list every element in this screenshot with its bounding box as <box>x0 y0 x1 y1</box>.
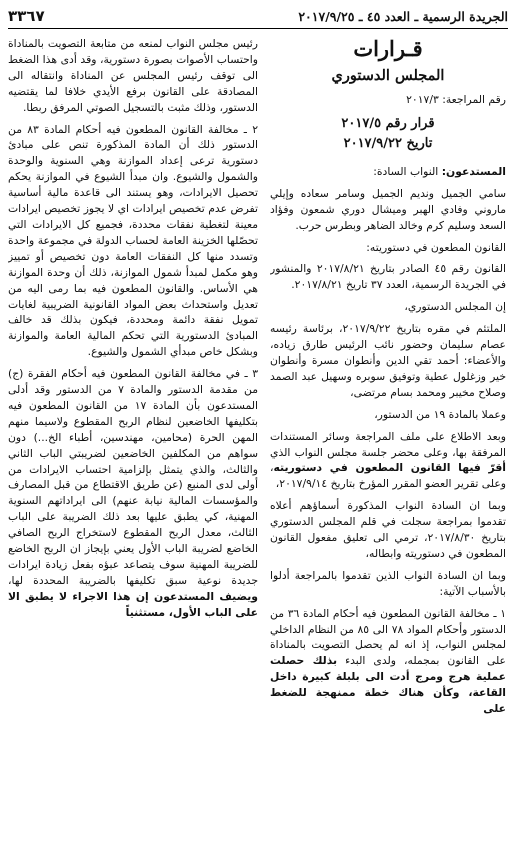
page-number: ٣٣٦٧ <box>8 7 45 25</box>
article-19-paragraph: وعملا بالمادة ١٩ من الدستور، <box>374 407 506 421</box>
gazette-issue-title: الجريدة الرسمية ـ العدد ٤٥ ـ ٢٠١٧/٩/٢٥ <box>298 8 508 24</box>
challenged-law-label: القانون المطعون في دستوريته: <box>366 240 506 254</box>
review-text-1: وبعد الاطلاع على ملف المراجعة وسائر المستندات المرفقة بها، وعلى محضر جلسة مجلس النواب الذي <box>270 429 506 459</box>
ground-1-paragraph <box>270 606 506 717</box>
decision-date: تاريخ ٢٠١٧/٩/٢٢ <box>343 135 433 151</box>
applicants-intro: النواب السادة: <box>373 164 442 178</box>
decision-number: قرار رقم ٢٠١٧/٥ <box>341 115 435 131</box>
ground-1-text: ١ ـ مخالفة القانون المطعون فيه أحكام المادة ٣٦ من الدستور وأحكام المواد ٧٨ الى ٨٥ من النظام الداخلي لمجلس النواب، إذ انه لم يحصل التصويت بالمناداة على القانون بمجمله، ولدى البدء <box>270 606 506 668</box>
section-title: قـرارات <box>353 36 423 61</box>
ground-3-text: ٣ ـ في مخالفة القانون المطعون فيه أحكام الفقرة (ج) من مقدمة الدستور والمادة ٧ من الدستور وقد أدلى المستدعون بأن المادة ١٧ من القانون المطعون فيه بتكليفها الخاضعين لنظام الربح المقطوع ولاسيما منهم المهن الحرة (محامين، مهندسين، أطباء الخ...) دون سواهم من المكلفين الخاضعين لضريبتي الباب الثاني والثالث، والذي يتمثل بإلزامية احتساب الايرادات من أولى لدى المنبع (عن طريق الاقتطاع من قبل المصارف والمؤسسات المالية نيابة عنهم) الى ايراداتهم السنوية المهنية، كي يطبق عليها بعد ذلك الضريبة على الباب الثالث، معدل الربح المقطوع لاستخراج الربح الصافي الخاضع لضريبة الباب الأول يعني بإيجاز ان الربح الخاضع للضريبة المهنية سوف يتصاعد عبؤه بفعل زيادة ايرادات جديدة نوعية سبق تكليفها بالضريبة المحددة لها، <box>8 367 258 587</box>
council-intro: إن المجلس الدستوري، <box>404 300 506 314</box>
grounds-intro: وبما ان السادة النواب الذين تقدموا بالمراجعة أدلوا بالأسباب الآتية: <box>270 568 506 598</box>
left-column <box>8 36 258 845</box>
right-column <box>270 36 506 845</box>
ground-1-bold-text: بذلك حصلت عملية هرج ومرج أدت الى بلبلة كبيرة داخل القاعة، وكأن هناك خطة ممنهجة للضغط على <box>270 654 506 716</box>
ground-2-paragraph: ٢ ـ مخالفة القانون المطعون فيه أحكام المادة ٨٣ من الدستور ذلك أن المادة المذكورة تنص على مبادئ دستورية ترعى إعداد الموازنة وهي السنوية والوحدة والشمول والشيوع. وان مبدأ الشيوع في الموازنة يحكم تحصيل الايرادات، وهو يستند الى قاعدة مالية أساسية تفرض عدم تخصيص ايرادات اي لا يجوز تخصيص ايرادات معينة لتغطية نفقات محددة، فجميع كل الايرادات التي تحصّلها الخزينة العامة لحساب الدولة في مجموعة واحدة وتسدد منها كل النفقات العامة دون تخصيص أو تمييز وهو مكمل لمبدأ شمول الموازنة، ذلك أن وحدة الموازنة هي الأساس. والقانون المطعون فيه بما رمى اليه من تعديل واستحداث بعض المواد القانونية الضريبية لغايات تمويل نفقة دائمة ومحددة، فيكون بذلك قد خالف المبادئ الدستورية التي تحكم المالية العامة والموازنة وبشكل خاص مبدأي الشمول والشيوع. <box>8 122 258 359</box>
review-text-bold: أقرّ فيها القانون المطعون في دستوريته <box>273 461 506 475</box>
applicants-heading <box>270 164 506 180</box>
review-text-2: ، وعلى تقرير العضو المقرر المؤرخ بتاريخ ٢٠١٧/٩/١٤، <box>270 461 506 491</box>
ground-1-continuation: رئيس مجلس النواب لمنعه من متابعة التصويت بالمناداة واحتساب الأصوات بصورة دستورية، وقد أدى هذا الضغط الى توقف رئيس المجلس عن المناداة وانتقاله الى المصادقة على القانون برفع الأيدي خلافا لما يقتضيه الدستور، وذلك مثبت بالتسجيل الصوتي المرفق ربطا. <box>8 37 258 114</box>
petition-paragraph: وبما ان السادة النواب المذكورة أسماؤهم أعلاه تقدموا بمراجعة سجلت في قلم المجلس الدستوري بتاريخ ٢٠١٧/٨/٣٠، ترمي الى تعليق مفعول القانون المطعون في دستوريته وابطاله، <box>270 499 506 560</box>
ground-3-bold-text: ويضيف المستدعون إن هذا الاجراء لا يطبق الا على الباب الأول، مستثنياً <box>8 589 258 619</box>
applicants-label: المستدعون: <box>441 164 506 178</box>
applicants-names: سامي الجميل وندیم الجميل وسامر سعاده وإيلي ماروني وفادي الهبر وميشال دوري شمعون وفؤاد السعد وسليم كرم وخالد الضاهر وبطرس حرب. <box>270 186 506 232</box>
review-paragraph <box>270 429 506 493</box>
header-rule <box>8 28 508 29</box>
challenged-law: القانون رقم ٤٥ الصادر بتاريخ ٢٠١٧/٨/٢١ والمنشور في الجريدة الرسمية، العدد ٣٧ تاريخ ٢٠١٧/٨/٢١. <box>270 262 506 292</box>
ground-3-paragraph <box>8 366 258 621</box>
council-title: المجلس الدستوري <box>331 67 445 84</box>
meeting-paragraph: الملتئم في مقره بتاريخ ٢٠١٧/٩/٢٢، برئاسة رئيسه عصام سليمان وحضور نائب الرئيس طارق زياده، والأعضاء: أحمد تقي الدين وأنطوان مسرة وأنطوان خير وزغلول عطية وتوفيق سوبره وسهيل عبد الصمد وصلاح مخيبر ومحمد بسام مرتضى، <box>270 322 506 399</box>
page-header <box>8 6 508 26</box>
review-reference: رقم المراجعة: ٢٠١٧/٣ <box>406 93 506 106</box>
